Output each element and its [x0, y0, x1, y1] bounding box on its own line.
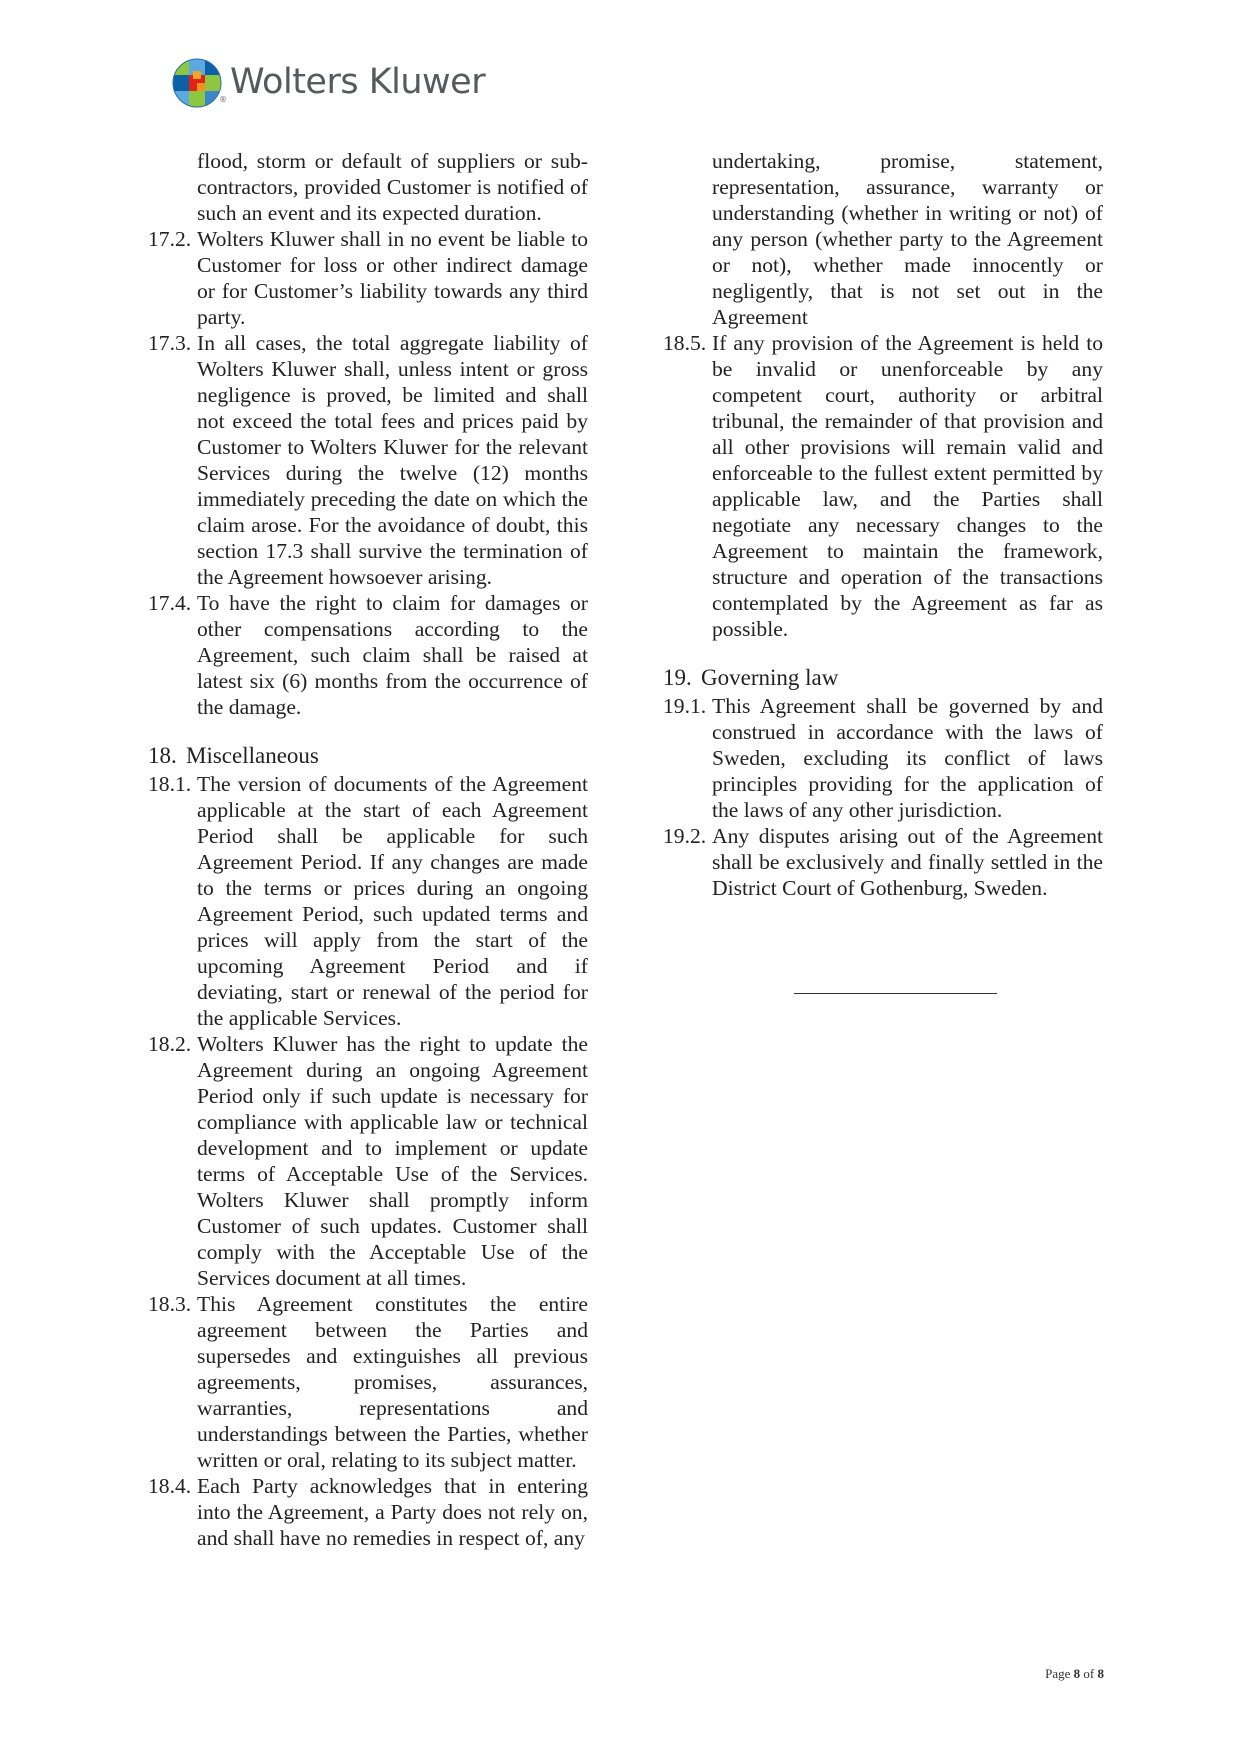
- clause-item: [148, 1031, 588, 1291]
- continuation-paragraph: undertaking, promise, statement, representation, assurance, warranty or understanding (whether in writing or not) of any person (whether party to the Agreement or not), whether made innocently or negligently, that is not set out in the Agreement: [712, 149, 1103, 329]
- clause-text: Wolters Kluwer shall in no event be liable to Customer for loss or other indirect damage or for Customer’s liability towards any third party.: [197, 227, 588, 329]
- clause-number: 18.3.: [148, 1292, 192, 1316]
- wolters-kluwer-globe-icon: [171, 57, 223, 109]
- clause-item: [148, 1473, 588, 1551]
- registered-mark: ®: [219, 95, 227, 104]
- right-column: [663, 148, 1103, 901]
- page-total: 8: [1097, 1666, 1104, 1681]
- clause-text: This Agreement constitutes the entire agreement between the Parties and supersedes and extinguishes all previous agreements, promises, assurances, warranties, representations and understandings between the Parties, whether written or oral, relating to its subject matter.: [197, 1292, 588, 1472]
- clause-text: This Agreement shall be governed by and construed in accordance with the laws of Sweden, excluding its conflict of laws principles providing for the application of the laws of any other jurisdiction.: [712, 694, 1103, 822]
- clause-number: 18.2.: [148, 1032, 192, 1056]
- page-label: Page: [1045, 1666, 1071, 1681]
- section-heading-18: [148, 741, 588, 771]
- heading-number: 18.: [148, 743, 177, 768]
- clause-text: In all cases, the total aggregate liability of Wolters Kluwer shall, unless intent or gross negligence is proved, be limited and shall not exceed the total fees and prices paid by Customer to Wolters Kluwer for the relevant Services during the twelve (12) months immediately preceding the date on which the claim arose. For the avoidance of doubt, this section 17.3 shall survive the termination of the Agreement howsoever arising.: [197, 331, 588, 589]
- heading-title: Governing law: [701, 665, 839, 690]
- of-label: of: [1083, 1666, 1095, 1681]
- heading-title: Miscellaneous: [186, 743, 319, 768]
- clause-number: 18.1.: [148, 772, 192, 796]
- clause-item: [148, 330, 588, 590]
- clause-item: [148, 1291, 588, 1473]
- clause-text: Wolters Kluwer has the right to update the Agreement during an ongoing Agreement Period only if such update is necessary for compliance with applicable law or technical development and to implement or update terms of Acceptable Use of the Services. Wolters Kluwer shall promptly inform Customer of such updates. Customer shall comply with the Acceptable Use of the Services document at all times.: [197, 1032, 588, 1290]
- clause-item: [663, 693, 1103, 823]
- end-of-document-rule: [794, 993, 997, 994]
- clause-item: [663, 330, 1103, 642]
- clause-number: 18.5.: [663, 331, 707, 355]
- continuation-paragraph: flood, storm or default of suppliers or sub-contractors, provided Customer is notified of such an event and its expected duration.: [197, 149, 588, 225]
- clause-item: [148, 771, 588, 1031]
- clause-number: 19.2.: [663, 824, 707, 848]
- page-current: 8: [1073, 1666, 1081, 1681]
- clause-text: Any disputes arising out of the Agreement shall be exclusively and finally settled in the District Court of Gothenburg, Sweden.: [712, 824, 1103, 900]
- wolters-kluwer-logo: [171, 57, 485, 109]
- clause-text: Each Party acknowledges that in entering into the Agreement, a Party does not rely on, and shall have no remedies in respect of, any: [197, 1474, 588, 1550]
- clause-number: 18.4.: [148, 1474, 192, 1498]
- page-number: [1045, 1666, 1104, 1682]
- clause-number: 17.3.: [148, 331, 192, 355]
- clause-number: 17.2.: [148, 227, 192, 251]
- heading-number: 19.: [663, 665, 692, 690]
- section-heading-19: [663, 663, 1103, 693]
- clause-text: If any provision of the Agreement is held to be invalid or unenforceable by any competent court, authority or arbitral tribunal, the remainder of that provision and all other provisions will remain valid and enforceable to the fullest extent permitted by applicable law, and the Parties shall negotiate any necessary changes to the Agreement to maintain the framework, structure and operation of the transactions contemplated by the Agreement as far as possible.: [712, 331, 1103, 641]
- left-column: [148, 148, 588, 1551]
- clause-text: The version of documents of the Agreement applicable at the start of each Agreement Period shall be applicable for such Agreement Period. If any changes are made to the terms or prices during an ongoing Agreement Period, such updated terms and prices will apply from the start of the upcoming Agreement Period and if deviating, start or renewal of the period for the applicable Services.: [197, 772, 588, 1030]
- clause-item: [663, 823, 1103, 901]
- clause-text: To have the right to claim for damages or other compensations according to the Agreement, such claim shall be raised at latest six (6) months from the occurrence of the damage.: [197, 591, 588, 719]
- clause-item: [148, 226, 588, 330]
- brand-name: Wolters Kluwer: [230, 61, 486, 102]
- clause-item: [148, 590, 588, 720]
- clause-number: 19.1.: [663, 694, 707, 718]
- clause-number: 17.4.: [148, 591, 192, 615]
